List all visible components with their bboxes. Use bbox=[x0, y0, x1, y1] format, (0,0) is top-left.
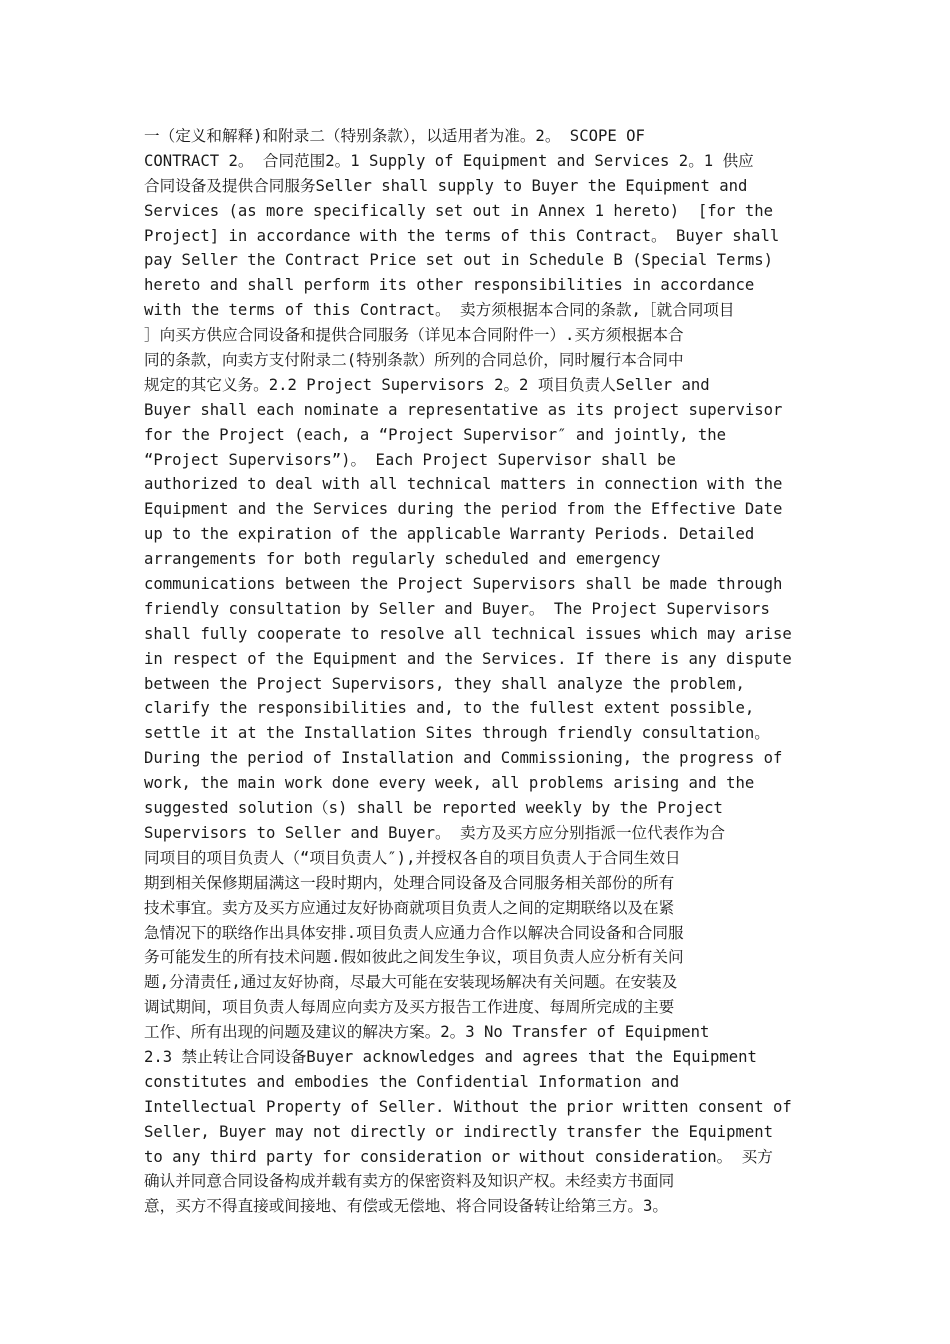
text-line: 急情况下的联络作出具体安排.项目负责人应通力合作以解决合同设备和合同服 bbox=[144, 923, 684, 942]
text-line: settle it at the Installation Sites through friendly consultation。 bbox=[144, 724, 770, 743]
text-line: During the period of Installation and Commissioning, the progress of bbox=[144, 749, 783, 768]
text-line: 规定的其它义务。2.2 Project Supervisors 2。2 项目负责人Seller and bbox=[144, 375, 710, 394]
text-line: pay Seller the Contract Price set out in Schedule B (Special Terms) bbox=[144, 251, 774, 270]
text-line: 2.3 禁止转让合同设备Buyer acknowledges and agrees that the Equipment bbox=[144, 1047, 757, 1066]
text-line: between the Project Supervisors, they shall analyze the problem, bbox=[144, 674, 745, 693]
text-line: Supervisors to Seller and Buyer。 卖方及买方应分别指派一位代表作为合 bbox=[144, 823, 726, 842]
text-line: Buyer shall each nominate a representative as its project supervisor bbox=[144, 400, 783, 419]
text-line: CONTRACT 2。 合同范围2。1 Supply of Equipment and Services 2。1 供应 bbox=[144, 151, 754, 170]
text-line: friendly consultation by Seller and Buyer。 The Project Supervisors bbox=[144, 599, 770, 618]
text-line: 同的条款，向卖方支付附录二(特别条款）所列的合同总价，同时履行本合同中 bbox=[144, 351, 684, 370]
text-line: 题,分清责任,通过友好协商，尽最大可能在安装现场解决有关问题。在安装及 bbox=[144, 973, 678, 992]
text-line: work, the main work done every week, all problems arising and the bbox=[144, 774, 755, 793]
text-line: 同项目的项目负责人（“项目负责人″),并授权各自的项目负责人于合同生效日 bbox=[144, 848, 681, 867]
text-line: 期到相关保修期届满这一段时期内，处理合同设备及合同服务相关部份的所有 bbox=[144, 873, 675, 892]
text-line: suggested solution（s) shall be reported weekly by the Project bbox=[144, 799, 723, 818]
text-line: Services (as more specifically set out in Annex 1 hereto) [for the bbox=[144, 201, 774, 220]
text-line: to any third party for consideration or without consideration。 买方 bbox=[144, 1147, 773, 1166]
text-line: 确认并同意合同设备构成并载有卖方的保密资料及知识产权。未经卖方书面同 bbox=[144, 1172, 675, 1191]
text-line: in respect of the Equipment and the Services. If there is any dispute bbox=[144, 649, 792, 668]
text-line: constitutes and embodies the Confidential Information and bbox=[144, 1072, 680, 1091]
text-line: authorized to deal with all technical matters in connection with the bbox=[144, 475, 783, 494]
text-line: 调试期间，项目负责人每周应向卖方及买方报告工作进度、每周所完成的主要 bbox=[144, 998, 675, 1017]
text-line: with the terms of this Contract。 卖方须根据本合同的条款,［就合同项目 bbox=[144, 301, 735, 320]
text-line: Equipment and the Services during the period from the Effective Date bbox=[144, 500, 783, 519]
text-line: 一（定义和解释)和附录二（特别条款），以适用者为准。2。 SCOPE OF bbox=[144, 127, 645, 145]
text-line: 技术事宜。卖方及买方应通过友好协商就项目负责人之间的定期联络以及在紧 bbox=[144, 898, 675, 917]
text-line: hereto and shall perform its other responsibilities in accordance bbox=[144, 276, 755, 295]
text-line: ］向买方供应合同设备和提供合同服务（详见本合同附件一）.买方须根据本合 bbox=[144, 326, 684, 345]
text-line: 工作、所有出现的问题及建议的解决方案。2。3 No Transfer of Equipment bbox=[144, 1023, 710, 1042]
text-line: “Project Supervisors”)。 Each Project Supervisor shall be bbox=[144, 450, 676, 469]
text-line: Project] in accordance with the terms of this Contract。 Buyer shall bbox=[144, 226, 780, 245]
text-line: shall fully cooperate to resolve all technical issues which may arise bbox=[144, 624, 792, 643]
text-line: Seller, Buyer may not directly or indirectly transfer the Equipment bbox=[144, 1122, 774, 1141]
text-line: for the Project (each, a “Project Supervisor″ and jointly, the bbox=[144, 425, 727, 444]
text-line: communications between the Project Supervisors shall be made through bbox=[144, 575, 783, 594]
text-line: 合同设备及提供合同服务Seller shall supply to Buyer the Equipment and bbox=[144, 176, 748, 195]
text-line: up to the expiration of the applicable Warranty Periods. Detailed bbox=[144, 525, 755, 544]
contract-text-block bbox=[144, 124, 806, 1219]
text-line: 务可能发生的所有技术问题.假如彼此之间发生争议，项目负责人应分析有关问 bbox=[144, 948, 684, 967]
text-line: arrangements for both regularly scheduled and emergency bbox=[144, 550, 661, 569]
text-line: 意，买方不得直接或间接地、有偿或无偿地、将合同设备转让给第三方。3。 bbox=[144, 1197, 668, 1216]
text-line: Intellectual Property of Seller. Without the prior written consent of bbox=[144, 1097, 792, 1116]
text-line: clarify the responsibilities and, to the fullest extent possible, bbox=[144, 699, 755, 718]
